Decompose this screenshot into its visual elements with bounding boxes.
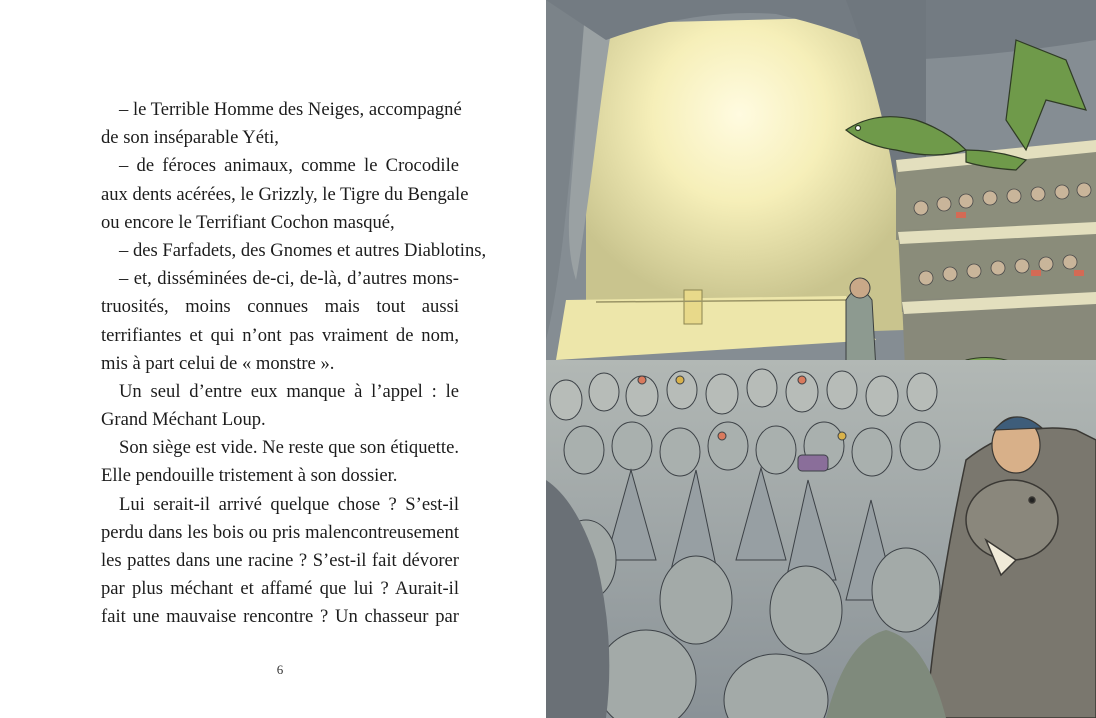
- body-text: [101, 96, 487, 632]
- text-line: Un seul d’entre eux manque à l’appel : le: [119, 380, 459, 402]
- text-line: Lui serait-il arrivé quelque chose ? S’est-il: [119, 493, 459, 515]
- stage-prop: [684, 290, 702, 324]
- page-number: 6: [276, 662, 284, 677]
- text-line: ou encore le Terrifiant Cochon masqué,: [101, 211, 395, 233]
- text-line: perdu dans les bois ou pris malencontreusement: [101, 521, 459, 543]
- text-line: par plus méchant et affamé que lui ? Aurait-il: [101, 578, 459, 600]
- text-line: – de féroces animaux, comme le Crocodile: [119, 155, 459, 177]
- text-line: fait une mauvaise rencontre ? Un chasseur par: [101, 606, 459, 628]
- text-line: mis à part celui de « monstre ».: [101, 352, 335, 374]
- text-line: les pattes dans une racine ? S’est-il fait dévorer: [101, 550, 459, 571]
- text-line: truosités, moins connues mais tout aussi: [101, 296, 459, 318]
- text-line: Elle pendouille tristement à son dossier.: [101, 465, 398, 487]
- illustration-art: [546, 0, 1096, 718]
- text-page: [0, 0, 546, 718]
- text-line: – le Terrible Homme des Neiges, accompagné: [119, 99, 462, 120]
- text-line: – et, disséminées de-ci, de-là, d’autres mons-: [119, 268, 459, 290]
- text-line: terrifiantes et qui n’ont pas vraiment de nom,: [101, 324, 459, 346]
- text-line: aux dents acérées, le Grizzly, le Tigre du Bengale: [101, 183, 469, 205]
- text-line: Son siège est vide. Ne reste que son étiquette.: [119, 437, 459, 459]
- text-line: – des Farfadets, des Gnomes et autres Diablotins,: [119, 239, 487, 261]
- text-line: de son inséparable Yéti,: [101, 127, 279, 149]
- text-line: Grand Méchant Loup.: [101, 409, 266, 431]
- theater-illustration: [546, 0, 1096, 718]
- balconies: [896, 140, 1096, 390]
